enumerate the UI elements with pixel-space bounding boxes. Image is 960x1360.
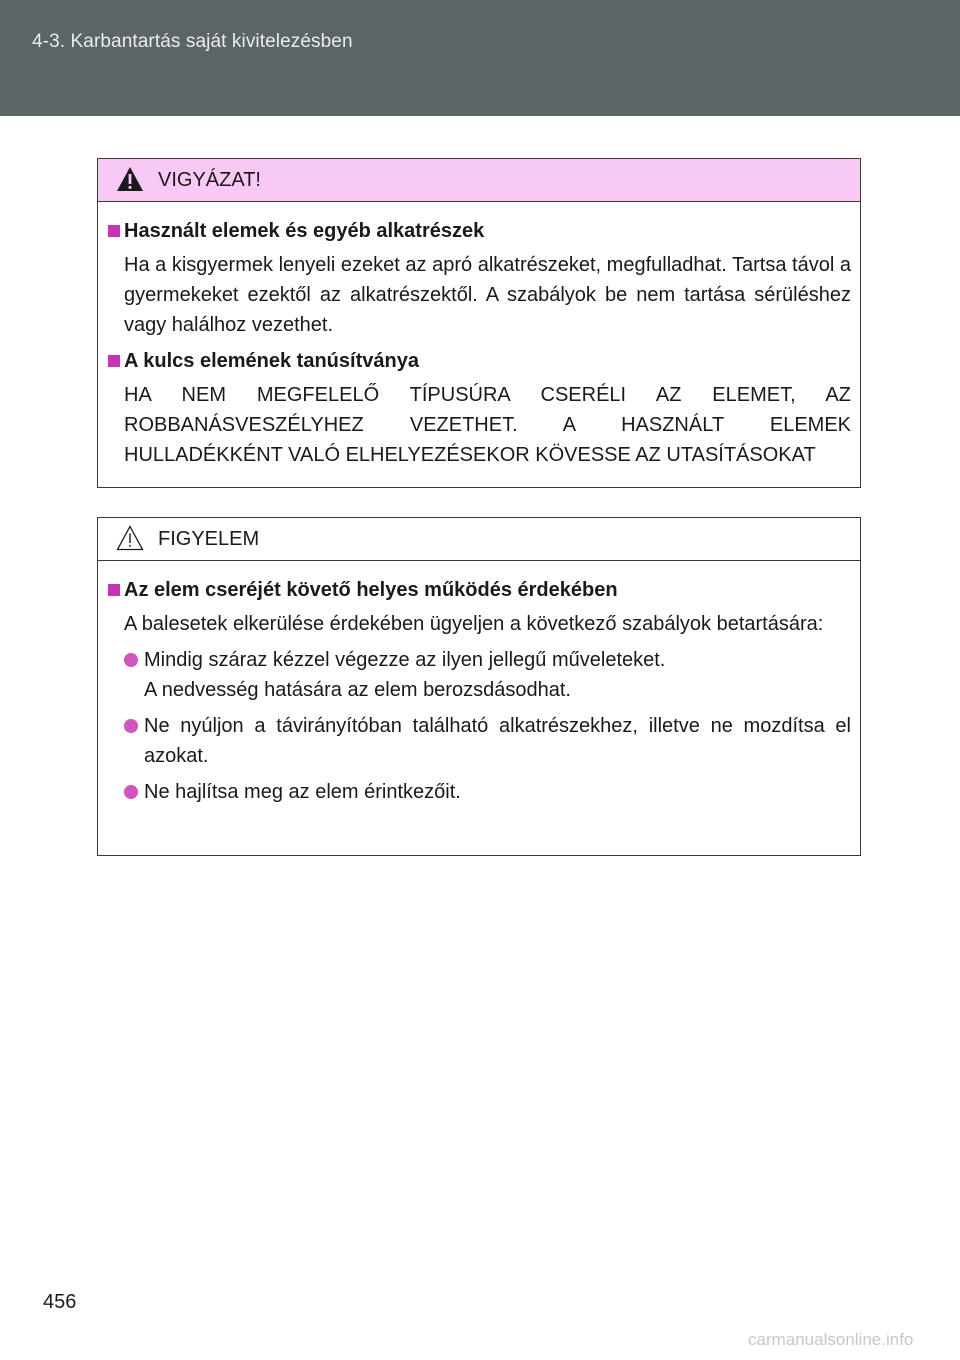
section-paragraph: Ha a kisgyermek lenyeli ezeket az apró alkatrészeket, megfulladhat. Tartsa távol a gyermekeket ezektől az alkatrészektől. A szabályok be nem tartása sérüléshez vagy halálhoz vezethet. bbox=[124, 254, 851, 336]
heading-square-icon bbox=[108, 225, 120, 237]
section-heading-text: Használt elemek és egyéb alkatrészek bbox=[124, 220, 485, 242]
watermark: carmanualsonline.info bbox=[748, 1330, 914, 1349]
caution-box-header bbox=[98, 159, 860, 202]
bullet-dot-icon bbox=[124, 785, 138, 799]
bullet-text: A nedvesség hatására az elem berozsdásodhat. bbox=[144, 679, 571, 701]
section-heading-text: Az elem cseréjét követő helyes működés érdekében bbox=[124, 579, 618, 601]
notice-box bbox=[97, 517, 861, 856]
bullet-dot-icon bbox=[124, 653, 138, 667]
warning-triangle-outline-icon bbox=[116, 525, 144, 551]
caution-box-body bbox=[98, 202, 860, 470]
page-number: 456 bbox=[43, 1291, 77, 1313]
section-paragraph: HA NEM MEGFELELŐ TÍPUSÚRA CSERÉLI AZ ELEMET, AZ ROBBANÁSVESZÉLYHEZ VEZETHET. A HASZNÁLT ELEMEK HULLADÉKKÉNT VALÓ ELHELYEZÉSEKOR KÖVESSE AZ UTASÍTÁSOKAT bbox=[124, 384, 851, 466]
bullet-text: Ne nyúljon a távirányítóban található alkatrészekhez, illetve ne mozdítsa el azokat. bbox=[144, 715, 851, 767]
heading-square-icon bbox=[108, 355, 120, 367]
bullet-text: Ne hajlítsa meg az elem érintkezőit. bbox=[144, 781, 461, 803]
notice-title: FIGYELEM bbox=[158, 528, 260, 550]
section-heading-text: A kulcs elemének tanúsítványa bbox=[124, 350, 419, 372]
caution-title: VIGYÁZAT! bbox=[158, 169, 261, 191]
header-band bbox=[0, 0, 960, 116]
bullet-item bbox=[108, 777, 851, 807]
section-heading bbox=[108, 346, 851, 376]
heading-square-icon bbox=[108, 584, 120, 596]
bullet-item bbox=[108, 645, 851, 705]
caution-box bbox=[97, 158, 861, 488]
bullet-dot-icon bbox=[124, 719, 138, 733]
section-title: 4-3. Karbantartás saját kivitelezésben bbox=[32, 31, 353, 52]
section-paragraph: A balesetek elkerülése érdekében ügyeljen a következő szabályok betartására: bbox=[124, 613, 824, 635]
notice-box-body bbox=[98, 561, 860, 807]
notice-box-header bbox=[98, 518, 860, 561]
bullet-item bbox=[108, 711, 851, 771]
section-heading bbox=[108, 575, 851, 605]
section-heading bbox=[108, 216, 851, 246]
warning-triangle-filled-icon bbox=[116, 166, 144, 192]
bullet-text: Mindig száraz kézzel végezze az ilyen jellegű műveleteket. bbox=[144, 649, 666, 671]
